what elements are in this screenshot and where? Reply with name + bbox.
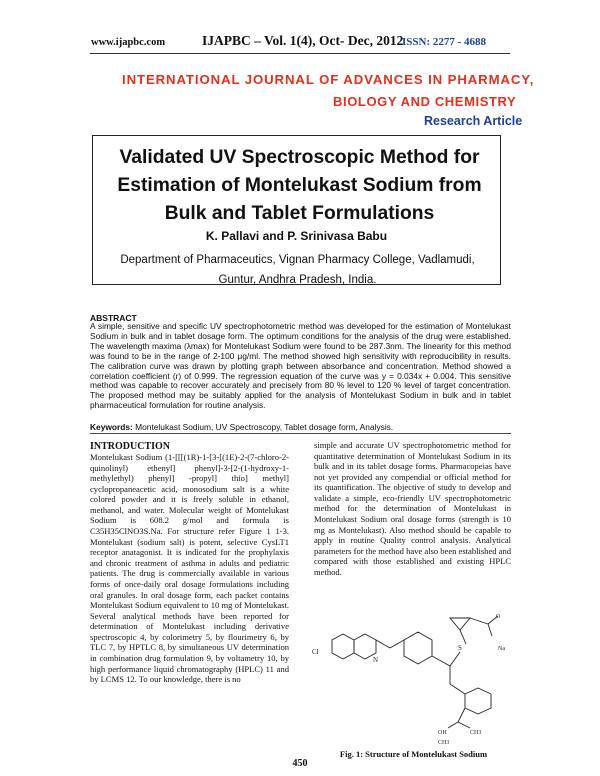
affiliation: Department of Pharmaceutics, Vignan Pharmacy College, Vadlamudi, Guntur, Andhra Pradesh, India.: [120, 254, 475, 286]
journal-name-line1: INTERNATIONAL JOURNAL OF ADVANCES IN PHARMACY,: [122, 72, 535, 87]
figure-caption: Fig. 1: Structure of Montelukast Sodium: [339, 749, 488, 759]
sodium-label: Na: [498, 646, 505, 652]
methyl-label-1: CH3: [470, 730, 482, 736]
paper-title: Validated UV Spectroscopic Method for Estimation of Montelukast Sodium from Bulk and Tablet Formulations: [117, 147, 482, 224]
authors: K. Pallavi and P. Srinivasa Babu: [205, 229, 388, 243]
lower-phenyl-ring: [465, 688, 491, 714]
montelukast-structure-figure: [310, 610, 515, 748]
chloro-label: Cl: [312, 648, 319, 656]
thio-methyl-bond: [460, 630, 466, 644]
header-volume: IJAPBC – Vol. 1(4), Oct- Dec, 2012: [202, 33, 404, 48]
carbinol-bond: [458, 708, 465, 722]
header-divider: [90, 53, 510, 54]
sulfur-label: S: [458, 644, 462, 652]
vinyl-bond-2: [390, 640, 404, 648]
header-issn: ISSN: 2277 - 4688: [402, 36, 487, 48]
acid-bond-1: [470, 618, 488, 624]
introduction-column-left: Montelukast Sodium (1-[[[(1R)-1-[3-[(1E)-2-(7-chloro-2-quinolinyl) ethenyl] phenyl]-3-[2-(1-hydroxy-1- methylethyl) phenyl] -propyl] thio] methyl] cyclopropaneacetic acid, monosodium salt is a white colored powder and it is freely soluble in ethanol, methanol, and water. Molecular weight of Montelukast Sodium is 608.2 g/mol and formula is C35H35ClNO3S.Na. For structure refer Figure 1 1-3. Montelukast (sodium salt) is potent, selective CysLT1 receptor anatagonist. It is indicated for the prophylaxis and chronic treatment of asthma in adults and pediatric patients. The drug is commercially available in various forms of once-daily oral dosage formulations including oral granules. In oral dosage form, each packet contains Montelukast Sodium equivalent to 10 mg of Montelukast. Several analytical methods have been reported for determination of Montelukast including derivative spectroscopic 4, by colorimetry 5, by flourimetry 6, by TLC 7, by HPTLC 8, by simultaneous UV determination in combination drug formulation 9, by voltametry 10, by high performance liquid chromatography (HPLC) 11 and by LCMS 12. To our knowledge, there is no: [90, 452, 289, 685]
methyl-label-2: CH3: [438, 740, 450, 746]
propyl-bond-1: [432, 656, 450, 666]
page-number: 450: [292, 758, 308, 769]
nitrogen-label: N: [373, 656, 379, 664]
quinoline-ring-a: [332, 634, 354, 659]
methyl-bond-2: [458, 722, 470, 728]
journal-name-line2: BIOLOGY AND CHEMISTRY: [333, 94, 517, 109]
vinyl-bond-1: [376, 640, 390, 648]
cyclopropane-ring: [450, 618, 470, 630]
methyl-bond-1: [448, 722, 458, 728]
header-url: www.ijapbc.com: [91, 37, 166, 48]
introduction-column-right: simple and accurate UV spectrophotometric method for quantitative determination of Montelukast Sodium in its bulk and in its tablet dosage forms. Pharmacopeias have not yet provided any compendial or official method for its quantification. The objective of study to develop and validate a simple, eco-friendly UV spectrophotometric method for the determination of Montelukast in Montelukast Sodium oral dosage forms (strength is 10 mg as Montelukast). Also method should be capable to apply in routine Quality control analysis. Analytical parameters for the method have also been established and compared with those established and existing HPLC method.: [314, 440, 511, 577]
abstract-heading: ABSTRACT: [90, 313, 137, 323]
carbonyl-oxygen-label: O: [496, 614, 501, 620]
introduction-heading: INTRODUCTION: [90, 441, 171, 452]
keywords-divider: [90, 433, 511, 434]
keywords-label: Keywords:: [90, 422, 133, 432]
acid-bond-3: [488, 624, 492, 636]
abstract-text: A simple, sensitive and specific UV spectrophotometric method was developed for the estimation of Montelukast Sodium in bulk and in tablet dosage form. The optimum conditions for the analysis of the drug were established. The wavelength maxima (λmax) for Montelukast Sodium were found to be 287.3nm. The linearity for this method was found to be in the range of 2-100 μg/ml. The method showed high sensitivity with reproducibility in results. The calibration curve was drawn by plotting graph between absorbance and concentration. Method showed a correlation coefficient (r) of 0.999. The regression equation of the curve was y = 0.034x + 0.004. This sensitive method was capable to recover accurately and precisely from 80 % level to 120 % level of target concentration. The proposed method may be suitably applied for the analysis of Montelukast Sodium in bulk and in tablet pharmaceutical formulation for routine analysis.: [90, 321, 511, 411]
thio-bond: [450, 652, 460, 666]
phenyl-ring: [404, 632, 432, 664]
article-type-label: Research Article: [424, 114, 523, 128]
propyl-bond-3: [450, 684, 465, 694]
keywords-text: Montelukast Sodium, UV Spectroscopy, Tablet dosage form, Analysis.: [132, 422, 394, 432]
hydroxyl-label: OH: [438, 730, 447, 736]
keywords: [90, 422, 511, 432]
